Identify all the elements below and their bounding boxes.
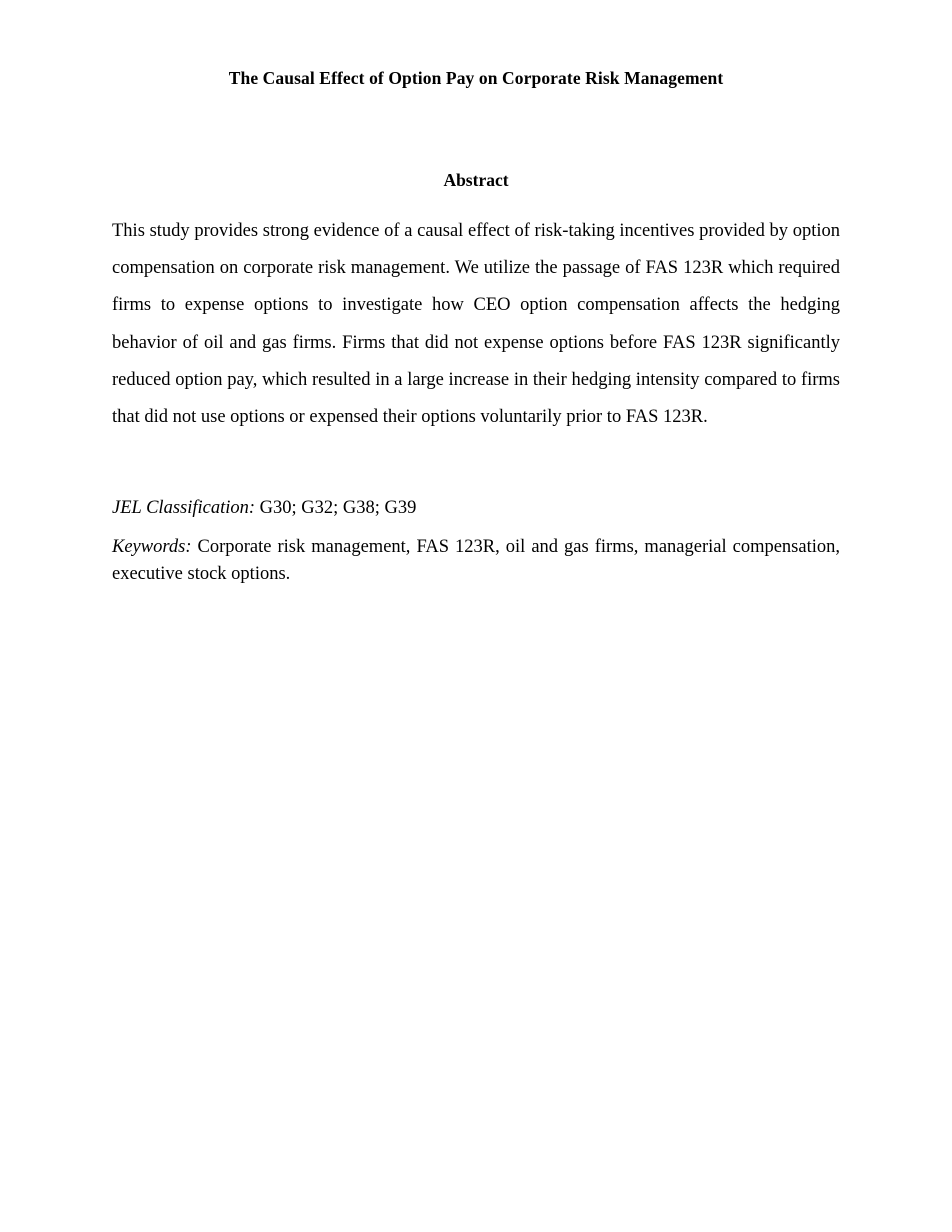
- jel-classification-value: G30; G32; G38; G39: [259, 497, 417, 518]
- abstract-paragraph: This study provides strong evidence of a causal effect of risk-taking incentives provided by option compensation on corporate risk management. We utilize the passage of FAS 123R which required firms to expense options to investigate how CEO option compensation affects the hedging behavior of oil and gas firms. Firms that did not expense options before FAS 123R significantly reduced option pay, which resulted in a large increase in their hedging intensity compared to firms that did not use options or expensed their options voluntarily prior to FAS 123R.: [112, 220, 840, 428]
- jel-classification-label: JEL Classification:: [112, 497, 256, 518]
- page-title: The Causal Effect of Option Pay on Corporate Risk Management: [228, 68, 724, 88]
- keywords-line: [112, 534, 840, 588]
- abstract-heading: Abstract: [443, 169, 509, 190]
- metadata-block: [112, 495, 840, 588]
- jel-classification-line: [112, 495, 840, 522]
- keywords-label: Keywords:: [112, 537, 192, 558]
- keywords-value: Corporate risk management, FAS 123R, oil and gas firms, managerial compensation, executive stock options.: [112, 537, 840, 585]
